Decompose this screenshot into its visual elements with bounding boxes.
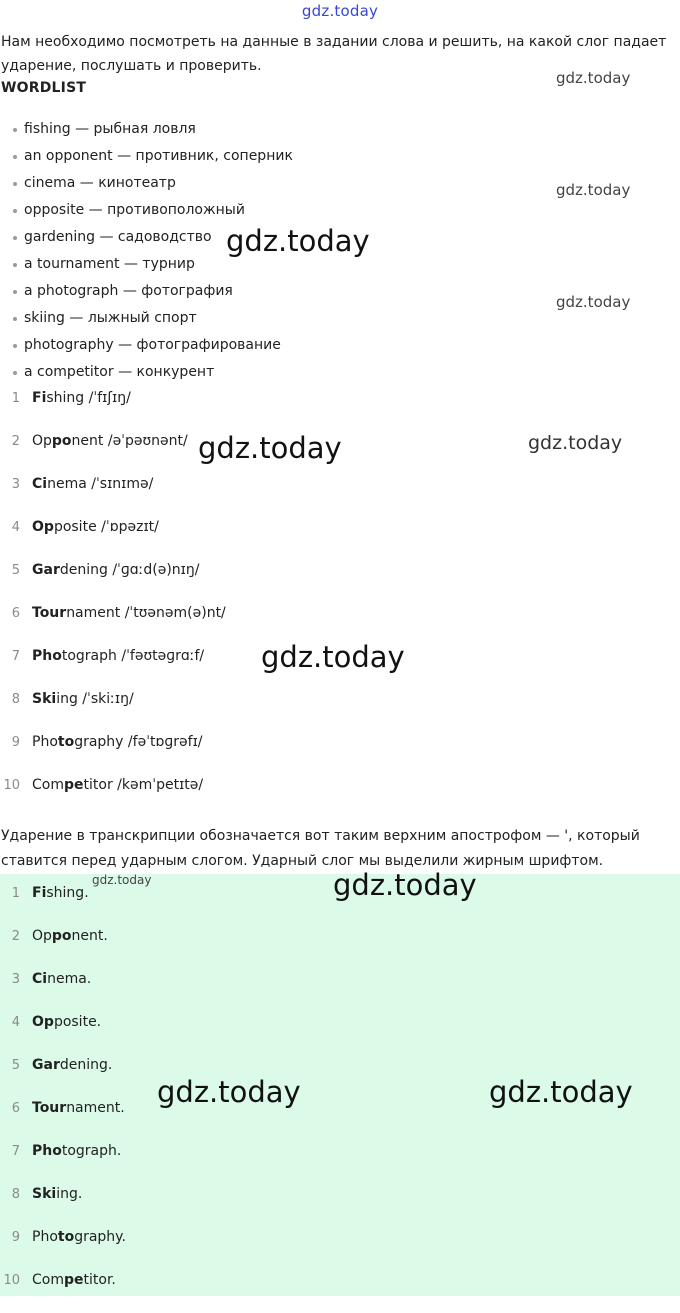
- syllable-rest: nema.: [47, 971, 92, 987]
- syllable-pre: Op: [32, 928, 52, 944]
- stressed-syllable: po: [51, 928, 72, 944]
- syllable-pre: Com: [32, 777, 64, 793]
- wordlist-item-text: fishing — рыбная ловля: [24, 121, 196, 137]
- syllable-rest: tograph.: [61, 1143, 122, 1159]
- item-number: 7: [11, 649, 20, 664]
- bullet-icon: [13, 290, 17, 294]
- answer-entry: [32, 1227, 126, 1247]
- answer-entry: [32, 969, 91, 989]
- ipa-transcription: /ˈsɪnɪmə/: [86, 476, 154, 492]
- answer-entry: [32, 883, 89, 903]
- answer-entry: [32, 1098, 125, 1118]
- watermark: gdz.today: [489, 1075, 633, 1109]
- wordlist-item: [0, 170, 293, 197]
- syllable-pre: Op: [32, 433, 52, 449]
- item-number: 3: [11, 972, 20, 987]
- item-number: 1: [11, 391, 20, 406]
- stressed-syllable: Gar: [32, 1057, 60, 1073]
- watermark: gdz.today: [226, 224, 370, 258]
- wordlist: [0, 116, 293, 386]
- syllable-rest: ing.: [56, 1186, 83, 1202]
- syllable-rest: nema: [47, 476, 87, 492]
- bullet-icon: [13, 344, 17, 348]
- answer-entry: [32, 1184, 82, 1204]
- stressed-syllable: Pho: [32, 1143, 62, 1159]
- transcription-entry: [32, 775, 203, 795]
- wordlist-item-text: an opponent — противник, соперник: [24, 148, 293, 164]
- answer-entry: [32, 1270, 116, 1290]
- stressed-syllable: to: [57, 1229, 75, 1245]
- wordlist-item: [0, 251, 293, 278]
- bullet-icon: [13, 209, 17, 213]
- wordlist-item: [0, 224, 293, 251]
- syllable-rest: nament.: [66, 1100, 125, 1116]
- watermark: gdz.today: [556, 69, 631, 87]
- wordlist-item: [0, 197, 293, 224]
- syllable-rest: ing: [56, 691, 78, 707]
- wordlist-item-text: a competitor — конкурент: [24, 364, 215, 380]
- bullet-icon: [13, 236, 17, 240]
- stressed-syllable: pe: [63, 1272, 84, 1288]
- item-number: 1: [11, 886, 20, 901]
- wordlist-item: [0, 143, 293, 170]
- bullet-icon: [13, 371, 17, 375]
- item-number: 6: [11, 1101, 20, 1116]
- transcription-entry: [32, 474, 153, 494]
- syllable-rest: shing.: [46, 885, 89, 901]
- wordlist-item-text: opposite — противоположный: [24, 202, 245, 218]
- item-number: 5: [11, 563, 20, 578]
- transcription-entry: [32, 732, 203, 752]
- answer-entry: [32, 1055, 112, 1075]
- wordlist-item-text: gardening — садоводство: [24, 229, 212, 245]
- stressed-syllable: Ci: [32, 971, 48, 987]
- syllable-rest: titor: [83, 777, 113, 793]
- syllable-rest: graphy: [74, 734, 124, 750]
- syllable-rest: nent: [71, 433, 104, 449]
- wordlist-item-text: cinema — кинотеатр: [24, 175, 176, 191]
- syllable-rest: graphy.: [74, 1229, 126, 1245]
- item-number: 9: [11, 1230, 20, 1245]
- watermark: gdz.today: [556, 293, 631, 311]
- wordlist-item-text: a photograph — фотография: [24, 283, 233, 299]
- transcription-entry: [32, 646, 204, 666]
- stressed-syllable: Ski: [32, 1186, 57, 1202]
- bullet-icon: [13, 182, 17, 186]
- stressed-syllable: Ski: [32, 691, 57, 707]
- item-number: 4: [11, 1015, 20, 1030]
- stressed-syllable: Gar: [32, 562, 60, 578]
- syllable-pre: Pho: [32, 734, 58, 750]
- item-number: 3: [11, 477, 20, 492]
- syllable-rest: posite: [53, 519, 97, 535]
- stressed-syllable: to: [57, 734, 75, 750]
- answer-entry: [32, 926, 108, 946]
- wordlist-item: [0, 332, 293, 359]
- wordlist-item-text: skiing — лыжный спорт: [24, 310, 197, 326]
- answer-entry: [32, 1012, 101, 1032]
- ipa-transcription: /ˈtʊənəm(ə)nt/: [120, 605, 226, 621]
- ipa-transcription: /ˈɒpəzɪt/: [96, 519, 159, 535]
- watermark: gdz.today: [528, 432, 623, 454]
- ipa-transcription: /kəmˈpetɪtə/: [112, 777, 204, 793]
- syllable-rest: nent.: [71, 928, 108, 944]
- stress-note-paragraph: Ударение в транскрипции обозначается вот таким верхним апострофом — ', который ставится перед ударным слогом. Ударный слог мы выделили жирным шрифтом.: [1, 828, 640, 869]
- stressed-syllable: Op: [32, 519, 54, 535]
- watermark: gdz.today: [333, 868, 477, 902]
- watermark: gdz.today: [92, 873, 152, 887]
- stressed-syllable: po: [51, 433, 72, 449]
- wordlist-item: [0, 359, 293, 386]
- stressed-syllable: pe: [63, 777, 84, 793]
- bullet-icon: [13, 263, 17, 267]
- syllable-rest: dening: [59, 562, 108, 578]
- stressed-syllable: Tour: [32, 1100, 67, 1116]
- watermark: gdz.today: [556, 181, 631, 199]
- item-number: 2: [11, 929, 20, 944]
- watermark: gdz.today: [261, 640, 405, 674]
- transcription-entry: [32, 603, 226, 623]
- item-number: 9: [11, 735, 20, 750]
- item-number: 8: [11, 692, 20, 707]
- item-number: 6: [11, 606, 20, 621]
- item-number: 10: [3, 778, 20, 793]
- syllable-pre: Pho: [32, 1229, 58, 1245]
- item-number: 10: [3, 1273, 20, 1288]
- bullet-icon: [13, 317, 17, 321]
- wordlist-item: [0, 278, 293, 305]
- watermark: gdz.today: [157, 1075, 301, 1109]
- wordlist-item: [0, 116, 293, 143]
- wordlist-item-text: a tournament — турнир: [24, 256, 195, 272]
- stressed-syllable: Op: [32, 1014, 54, 1030]
- item-number: 4: [11, 520, 20, 535]
- answer-entry: [32, 1141, 121, 1161]
- transcription-entry: [32, 388, 131, 408]
- transcription-entry: [32, 517, 159, 537]
- transcription-entry: [32, 431, 188, 451]
- intro-paragraph: Нам необходимо посмотреть на данные в задании слова и решить, на какой слог падает ударение, послушать и проверить.: [1, 34, 667, 74]
- syllable-rest: tograph: [61, 648, 117, 664]
- transcription-entry: [32, 689, 134, 709]
- watermark: gdz.today: [198, 431, 342, 465]
- syllable-rest: shing: [46, 390, 85, 406]
- wordlist-item: [0, 305, 293, 332]
- ipa-transcription: /ˈskiːɪŋ/: [77, 691, 134, 707]
- item-number: 5: [11, 1058, 20, 1073]
- bullet-icon: [13, 128, 17, 132]
- syllable-rest: dening.: [59, 1057, 113, 1073]
- ipa-transcription: /əˈpəʊnənt/: [103, 433, 188, 449]
- syllable-pre: Com: [32, 1272, 64, 1288]
- item-number: 8: [11, 1187, 20, 1202]
- stressed-syllable: Ci: [32, 476, 48, 492]
- item-number: 2: [11, 434, 20, 449]
- syllable-rest: titor.: [83, 1272, 116, 1288]
- site-header-logo[interactable]: gdz.today: [301, 2, 379, 20]
- ipa-transcription: /ˈfəʊtəɡrɑːf/: [116, 648, 205, 664]
- stressed-syllable: Tour: [32, 605, 67, 621]
- ipa-transcription: /ˈɡɑːd(ə)nɪŋ/: [107, 562, 200, 578]
- stressed-syllable: Pho: [32, 648, 62, 664]
- transcription-entry: [32, 560, 199, 580]
- syllable-rest: nament: [66, 605, 121, 621]
- stressed-syllable: Fi: [32, 885, 47, 901]
- wordlist-heading: WORDLIST: [1, 80, 87, 96]
- syllable-rest: posite.: [53, 1014, 102, 1030]
- stressed-syllable: Fi: [32, 390, 47, 406]
- item-number: 7: [11, 1144, 20, 1159]
- bullet-icon: [13, 155, 17, 159]
- wordlist-item-text: photography — фотографирование: [24, 337, 281, 353]
- ipa-transcription: /fəˈtɒɡrəfɪ/: [123, 734, 203, 750]
- ipa-transcription: /ˈfɪʃɪŋ/: [84, 390, 131, 406]
